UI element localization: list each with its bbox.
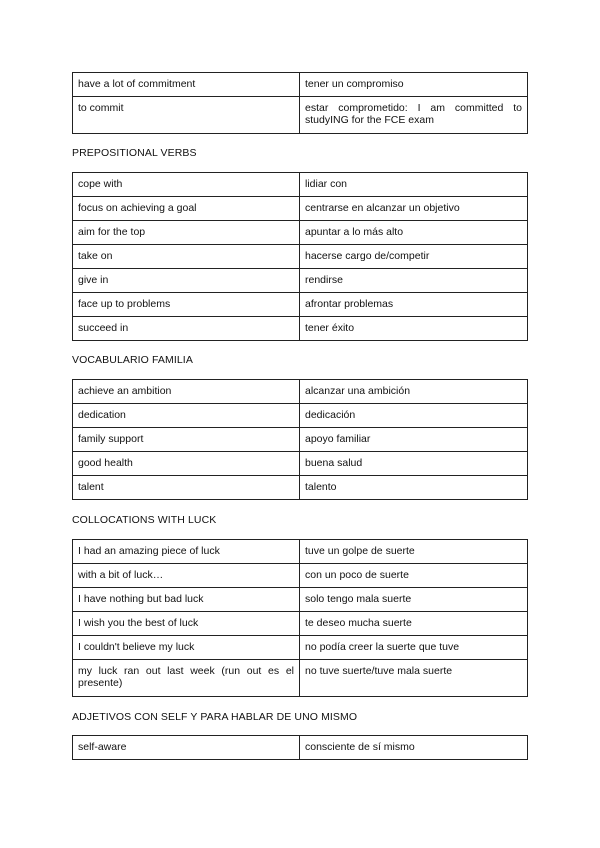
- vocab-table-luck: [72, 539, 528, 697]
- spanish-translation: consciente de sí mismo: [300, 736, 528, 760]
- table-row: [73, 173, 528, 197]
- english-term: have a lot of commitment: [73, 73, 300, 97]
- spanish-translation: solo tengo mala suerte: [300, 588, 528, 612]
- spanish-translation: estar comprometido: I am committed to studyING for the FCE exam: [300, 97, 528, 134]
- english-term: dedication: [73, 404, 300, 428]
- table-row: [73, 452, 528, 476]
- english-term: my luck ran out last week (run out es el presente): [73, 660, 300, 697]
- section-heading: COLLOCATIONS WITH LUCK: [72, 514, 217, 526]
- english-term: family support: [73, 428, 300, 452]
- english-term: I couldn't believe my luck: [73, 636, 300, 660]
- spanish-translation: no podía creer la suerte que tuve: [300, 636, 528, 660]
- english-term: good health: [73, 452, 300, 476]
- english-term: give in: [73, 269, 300, 293]
- spanish-translation: hacerse cargo de/competir: [300, 245, 528, 269]
- table-row: [73, 380, 528, 404]
- table-row: [73, 73, 528, 97]
- table-row: [73, 660, 528, 697]
- spanish-translation: talento: [300, 476, 528, 500]
- table-row: [73, 317, 528, 341]
- english-term: self-aware: [73, 736, 300, 760]
- table-row: [73, 588, 528, 612]
- english-term: I wish you the best of luck: [73, 612, 300, 636]
- table-row: [73, 540, 528, 564]
- english-term: I had an amazing piece of luck: [73, 540, 300, 564]
- table-row: [73, 564, 528, 588]
- english-term: focus on achieving a goal: [73, 197, 300, 221]
- vocab-table-commitment: [72, 72, 528, 134]
- table-row: [73, 245, 528, 269]
- english-term: face up to problems: [73, 293, 300, 317]
- english-term: I have nothing but bad luck: [73, 588, 300, 612]
- spanish-translation: alcanzar una ambición: [300, 380, 528, 404]
- table-row: [73, 612, 528, 636]
- english-term: to commit: [73, 97, 300, 134]
- spanish-translation: tener un compromiso: [300, 73, 528, 97]
- spanish-translation: tuve un golpe de suerte: [300, 540, 528, 564]
- english-term: succeed in: [73, 317, 300, 341]
- english-term: aim for the top: [73, 221, 300, 245]
- spanish-translation: afrontar problemas: [300, 293, 528, 317]
- english-term: talent: [73, 476, 300, 500]
- spanish-translation: centrarse en alcanzar un objetivo: [300, 197, 528, 221]
- table-row: [73, 293, 528, 317]
- spanish-translation: te deseo mucha suerte: [300, 612, 528, 636]
- table-row: [73, 476, 528, 500]
- spanish-translation: buena salud: [300, 452, 528, 476]
- table-row: [73, 221, 528, 245]
- vocab-table-familia: [72, 379, 528, 500]
- table-row: [73, 736, 528, 760]
- spanish-translation: apuntar a lo más alto: [300, 221, 528, 245]
- english-term: with a bit of luck…: [73, 564, 300, 588]
- spanish-translation: no tuve suerte/tuve mala suerte: [300, 660, 528, 697]
- spanish-translation: apoyo familiar: [300, 428, 528, 452]
- table-row: [73, 197, 528, 221]
- table-row: [73, 636, 528, 660]
- spanish-translation: tener éxito: [300, 317, 528, 341]
- section-heading: PREPOSITIONAL VERBS: [72, 147, 197, 159]
- vocab-table-self: [72, 735, 528, 760]
- spanish-translation: dedicación: [300, 404, 528, 428]
- english-term: achieve an ambition: [73, 380, 300, 404]
- spanish-translation: rendirse: [300, 269, 528, 293]
- table-row: [73, 97, 528, 134]
- section-heading: ADJETIVOS CON SELF Y PARA HABLAR DE UNO MISMO: [72, 711, 358, 723]
- english-term: take on: [73, 245, 300, 269]
- table-row: [73, 404, 528, 428]
- spanish-translation: lidiar con: [300, 173, 528, 197]
- table-row: [73, 428, 528, 452]
- spanish-translation: con un poco de suerte: [300, 564, 528, 588]
- english-term: cope with: [73, 173, 300, 197]
- section-heading: VOCABULARIO FAMILIA: [72, 354, 193, 366]
- vocab-table-prepositional-verbs: [72, 172, 528, 341]
- table-row: [73, 269, 528, 293]
